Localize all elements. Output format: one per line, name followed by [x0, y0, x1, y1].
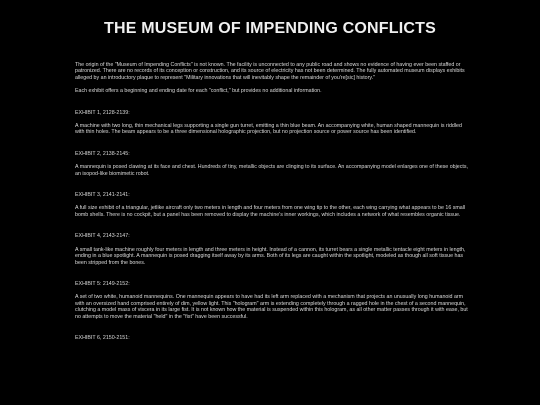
page-title: THE MUSEUM OF IMPENDING CONFLICTS: [104, 20, 436, 37]
exhibit-heading: EXHIBIT 6, 2150-2151:: [75, 334, 130, 341]
intro-note: Each exhibit offers a beginning and ending date for each "conflict," but provides no additional information.: [75, 88, 322, 95]
exhibit-description: A small tank-like machine roughly four meters in length and three meters in height. Instead of a cannon, its turret bears a single metallic tentacle eight meters in length, ending in a blue spotlight. A mannequin is posed dragging itself away by its arms. Both of its legs are caught within the spotlight, modeled as though all soft tissue has been stripped from the bones.: [75, 246, 466, 266]
exhibit-description: A machine with two long, thin mechanical legs supporting a single gun turret, emitting a thin blue beam. An accompanying white, human shaped mannequin is riddled with thin holes. The beam appears to be a three dimensional holographic projection, but no projection source or power source has been identified.: [75, 123, 462, 136]
exhibit: [75, 110, 470, 136]
exhibit: [75, 281, 470, 320]
exhibit-heading: EXHIBIT 4, 2143-2147:: [75, 233, 130, 240]
exhibit: [75, 151, 470, 177]
exhibit: [75, 233, 470, 266]
exhibit-heading: EXHIBIT 5: 2149-2152:: [75, 280, 130, 287]
article-body: [75, 62, 470, 348]
exhibit-heading: EXHIBIT 2, 2138-2145:: [75, 150, 130, 157]
exhibit-description: A set of two white, humanoid mannequins. One mannequin appears to have had its left arm replaced with a mechanism that projects an unusually long humanoid arm with an oversized hand comprised entirely of dim, yellow light. This "hologram" arm is extending completely through a ragged hole in the chest of a second mannequin, clutching a model mass of viscera in its large fist. It is not known how the material is suspended within this hologram, as all other matter passes through it with ease, but no attempts to move the material "held" in the "fist" have been successful.: [75, 294, 468, 320]
exhibit-description: A full size exhibit of a triangular, jetlike aircraft only two meters in length and four meters from one wing tip to the other, each wing carrying what appears to be 16 small bomb shells. There is no cockpit, but a panel has been removed to display the machine's inner workings, which includes a network of what resembles organic tissue.: [75, 205, 466, 218]
intro-paragraph: The origin of the "Museum of Impending Conflicts" is not known. The facility is unconnected to any public road and shows no evidence of having ever been staffed or patronized. There are no records of its conception or construction, and its source of electricity has not been determined. The fully automated museum displays exhibits alleged by an introductory plaque to represent "Military innovations that will inevitably shape the remainder of you're[sic] history.": [75, 62, 465, 81]
exhibit: [75, 335, 470, 341]
exhibit-heading: EXHIBIT 3, 2141-2141:: [75, 192, 130, 199]
exhibit-heading: EXHIBIT 1, 2128-2139:: [75, 109, 130, 116]
exhibit: [75, 192, 470, 218]
exhibit-description: A mannequin is posed clawing at its face and chest. Hundreds of tiny, metallic objects are clinging to its surface. An accompanying model enlarges one of these objects, an isopod-like biomimetic robot.: [75, 164, 468, 177]
